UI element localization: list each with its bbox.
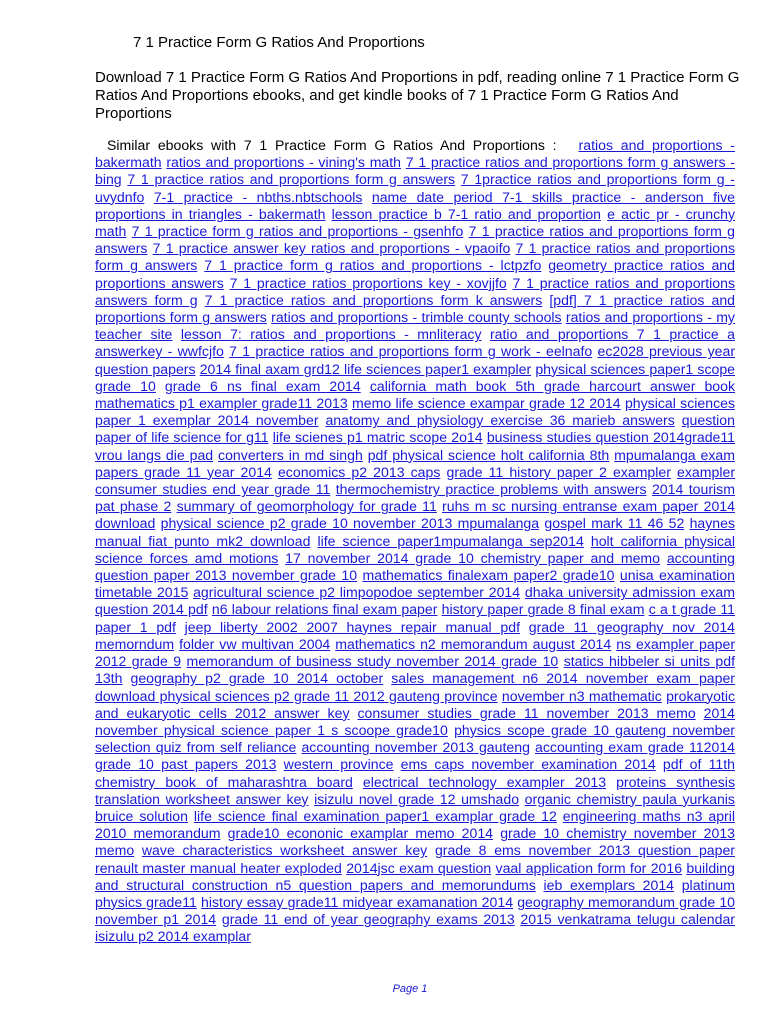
ebook-link[interactable]: geography memorandum grade 10 november p1 2014 — [95, 893, 735, 928]
ebook-link[interactable]: 2014 tourism pat phase 2 — [95, 481, 735, 515]
ebook-link[interactable]: summary of geomorphology for grade 11 — [176, 498, 437, 515]
ebook-link[interactable]: 7 1 practice ratios and proportions form g answers - bing — [95, 154, 735, 188]
intro-paragraph: Download 7 1 Practice Form G Ratios And Proportions in pdf, reading online 7 1 Practice Form G Ratios And Proportions ebooks, and get kindle books of 7 1 Practice Form G Ratios And Proportions — [95, 69, 740, 122]
ebook-link[interactable]: grade 8 ems november 2013 question paper — [434, 842, 735, 859]
ebook-link[interactable]: prokaryotic and eukaryotic cells 2012 answer key — [95, 687, 736, 721]
ebook-link[interactable]: grade10 econonic examplar memo 2014 — [227, 825, 494, 842]
link-list — [95, 137, 735, 944]
ebook-link[interactable]: organic chemistry paula yurkanis bruice solution — [95, 790, 735, 824]
ebook-link[interactable]: statics hibbeler si units pdf 13th — [95, 653, 736, 687]
ebook-link[interactable]: agricultural science p2 limpopodoe september 2014 — [193, 584, 521, 601]
ebook-link[interactable]: holt california physical science forces amd motions — [95, 532, 735, 566]
ebook-link[interactable]: 2014 final axam grd12 life sciences paper1 exampler — [199, 360, 532, 377]
ebook-link[interactable]: 2014jsc exam question — [346, 859, 492, 876]
ebook-link[interactable]: 7 1 practice form g ratios and proportions - lctpzfo — [204, 257, 542, 274]
ebook-link[interactable]: ratios and proportions - my teacher site — [95, 309, 735, 343]
ebook-link[interactable]: grade 6 ns final exam 2014 — [164, 377, 361, 394]
ebook-link[interactable]: [pdf] 7 1 practice ratios and proportions form g answers — [95, 291, 736, 326]
ebook-link[interactable]: electrical technology exampler 2013 — [362, 773, 607, 790]
ebook-link[interactable]: geography p2 grade 10 2014 october — [130, 670, 384, 687]
ebook-link[interactable]: lesson 7: ratios and proportions - mnliteracy — [180, 326, 482, 343]
ebook-link[interactable]: 7 1 practice ratios and proportions form k answers — [204, 291, 543, 308]
ebook-link[interactable]: thermochemistry practice problems with answers — [335, 481, 647, 498]
ebook-link[interactable]: c a t grade 11 paper 1 pdf — [95, 601, 736, 635]
ebook-link[interactable]: economics p2 2013 caps — [277, 463, 441, 480]
ebook-link[interactable]: 7-1 practice - nbths.nbtschools — [153, 188, 363, 205]
ebook-link[interactable]: 7 1 practice ratios and proportions form g answers — [95, 223, 735, 257]
ebook-link[interactable]: dhaka university admission exam question 2014 pdf — [95, 584, 735, 618]
ebook-link[interactable]: engineering maths n3 april 2010 memorandum — [95, 807, 735, 842]
ebook-link[interactable]: ruhs m sc nursing entranse exam paper 2014 download — [95, 498, 735, 532]
ebook-link[interactable]: unisa examination timetable 2015 — [95, 567, 735, 601]
ebook-link[interactable]: jeep liberty 2002 2007 haynes repair manual pdf — [184, 618, 520, 635]
ebook-link[interactable]: wave characteristics worksheet answer key — [141, 842, 428, 859]
ebook-link[interactable]: accounting question paper 2013 november grade 10 — [95, 549, 735, 584]
ebook-link[interactable]: ratios and proportions - trimble county schools — [271, 309, 562, 326]
ebook-link[interactable]: ec2028 previous year question papers — [95, 343, 736, 377]
ebook-link[interactable]: isizulu novel grade 12 umshado — [314, 790, 520, 807]
ebook-link[interactable]: ems caps november examination 2014 — [400, 756, 656, 773]
ebook-link[interactable]: consumer studies grade 11 november 2013 memo — [357, 704, 696, 721]
ebook-link[interactable]: vrou langs die pad — [95, 446, 214, 463]
ebook-link[interactable]: 7 1 practice ratios proportions key - xovjjfo — [229, 274, 507, 291]
ebook-link[interactable]: 17 november 2014 grade 10 chemistry paper and memo — [285, 549, 661, 566]
ebook-link[interactable]: history essay grade11 midyear examanation 2014 — [201, 893, 514, 910]
ebook-link[interactable]: geometry practice ratios and proportions answers — [95, 257, 735, 291]
ebook-link[interactable]: physics scope grade 10 gauteng november — [454, 721, 735, 738]
ebook-link[interactable]: life scienes p1 matric scope 2o14 — [272, 429, 483, 446]
ebook-link[interactable]: western province — [283, 756, 394, 773]
ebook-link[interactable]: n6 labour relations final exam paper — [211, 601, 438, 618]
ebook-link[interactable]: ns exampler paper 2012 grade 9 — [95, 635, 736, 670]
ebook-link[interactable]: grade 11 end of year geography exams 2013 — [221, 911, 515, 928]
ebook-link[interactable]: lesson practice b 7-1 ratio and proportion — [331, 205, 602, 222]
ebook-link[interactable]: history paper grade 8 final exam — [441, 601, 645, 618]
ebook-link[interactable]: mathematics n2 memorandum august 2014 — [335, 635, 612, 652]
ebook-link[interactable]: 7 1 practice answer key ratios and proportions - vpaoifo — [152, 240, 511, 257]
ebook-link[interactable]: accounting exam grade 112014 — [535, 739, 735, 756]
ebook-link[interactable]: mathematics p1 exampler grade11 2013 — [95, 395, 348, 412]
ebook-link[interactable]: november n3 mathematic — [501, 687, 662, 704]
ebook-link[interactable]: e actic pr - crunchy math — [95, 205, 735, 240]
ebook-link[interactable]: memorandum of business study november 2014 grade 10 — [186, 653, 559, 670]
page-number: Page 1 — [392, 983, 428, 995]
ebook-link[interactable]: mpumalanga exam papers grade 11 year 2014 — [95, 446, 735, 480]
ebook-link[interactable]: sales management n6 2014 november exam paper — [391, 670, 735, 687]
ebook-link[interactable]: pdf of 11th chemistry book of maharashtra board — [95, 756, 735, 790]
ebook-link[interactable]: building and structural construction n5 question papers and memorundums — [95, 859, 735, 893]
ebook-link[interactable]: converters in md singh — [218, 446, 363, 463]
similar-ebooks-label: Similar ebooks with 7 1 Practice Form G Ratios And Proportions : — [107, 137, 557, 153]
ebook-link[interactable]: selection quiz from self reliance — [95, 739, 297, 756]
ebook-link[interactable]: life science final examination paper1 examplar grade 12 — [193, 807, 557, 824]
ebook-link[interactable]: 7 1 practice form g ratios and proportions - gsenhfo — [131, 223, 464, 240]
ebook-link[interactable]: 7 1 practice ratios and proportions form g work - eelnafo — [229, 343, 593, 360]
ebook-link[interactable]: vaal application form for 2016 — [495, 859, 683, 876]
ebook-link[interactable]: isizulu p2 2014 examplar — [95, 928, 251, 945]
ebook-link[interactable]: physical sciences paper1 scope grade 10 — [95, 360, 736, 394]
ebook-link[interactable]: life science paper1mpumalanga sep2014 — [317, 532, 584, 549]
ebook-link[interactable]: question paper of life science for g11 — [95, 412, 735, 446]
ebook-link[interactable]: 2014 november physical science paper 1 s scoope grade10 — [95, 704, 735, 738]
ebook-link[interactable]: physical science p2 grade 10 november 2013 mpumalanga — [160, 515, 540, 532]
ebook-link[interactable]: ieb exemplars 2014 — [543, 876, 675, 893]
ebook-link[interactable]: 7 1 practice ratios and proportions form g answers — [95, 240, 735, 274]
ebook-link[interactable]: 7 1 practice ratios and proportions answers form g — [95, 274, 736, 308]
ebook-link[interactable]: ratios and proportions - vining's math — [166, 154, 402, 171]
ebook-link[interactable]: exampler consumer studies end year grade 11 — [95, 463, 736, 498]
ebook-link[interactable]: memo life science exampar grade 12 2014 — [352, 395, 621, 412]
ebook-link[interactable]: ratios and proportions - bakermath — [95, 137, 735, 171]
ebook-link[interactable]: grade 11 history paper 2 exampler — [446, 463, 671, 480]
ebook-link[interactable]: mathematics finalexam paper2 grade10 — [362, 567, 615, 584]
document-title: 7 1 Practice Form G Ratios And Proportions — [133, 34, 425, 51]
ebook-link[interactable]: platinum physics grade11 — [95, 876, 735, 910]
ebook-link[interactable]: download physical sciences p2 grade 11 2012 gauteng province — [95, 687, 498, 704]
ebook-link[interactable]: anatomy and physiology exercise 36 marieb answers — [325, 412, 675, 429]
ebook-link[interactable]: renault master manual heater exploded — [95, 859, 342, 876]
ebook-link[interactable]: 7 1 practice ratios and proportions form g answers — [127, 171, 456, 188]
ebook-link[interactable]: folder vw multivan 2004 — [179, 635, 331, 652]
ebook-link[interactable]: haynes manual fiat punto mk2 download — [95, 515, 736, 549]
ebook-link[interactable]: grade 10 past papers 2013 — [95, 756, 277, 773]
ebook-link[interactable]: pdf physical science holt california 8th — [367, 446, 610, 463]
ebook-link[interactable]: 7 1practice ratios and proportions form g - uvydnfo — [95, 171, 735, 205]
ebook-link[interactable]: business studies question 2014grade11 — [486, 429, 736, 446]
ebook-link[interactable]: proteins synthesis translation worksheet answer key — [95, 773, 735, 807]
similar-ebooks-section — [95, 137, 735, 946]
ebook-link[interactable]: 2015 venkatrama telugu calendar — [520, 911, 735, 928]
ebook-link[interactable]: gospel mark 11 46 52 — [544, 515, 685, 532]
ebook-link[interactable]: physical sciences paper 1 exemplar 2014 november — [95, 395, 735, 429]
ebook-link[interactable]: california math book 5th grade harcourt answer book — [369, 377, 736, 394]
ebook-link[interactable]: name date period 7-1 skills practice - anderson five proportions in triangles - bakermath — [95, 188, 736, 222]
ebook-link[interactable]: grade 11 geography nov 2014 memorndum — [95, 618, 735, 652]
ebook-link[interactable]: ratio and proportions 7 1 practice a answerkey - wwfcjfo — [95, 326, 736, 360]
ebook-link[interactable]: grade 10 chemistry november 2013 memo — [95, 825, 735, 859]
ebook-link[interactable]: accounting november 2013 gauteng — [301, 739, 530, 756]
